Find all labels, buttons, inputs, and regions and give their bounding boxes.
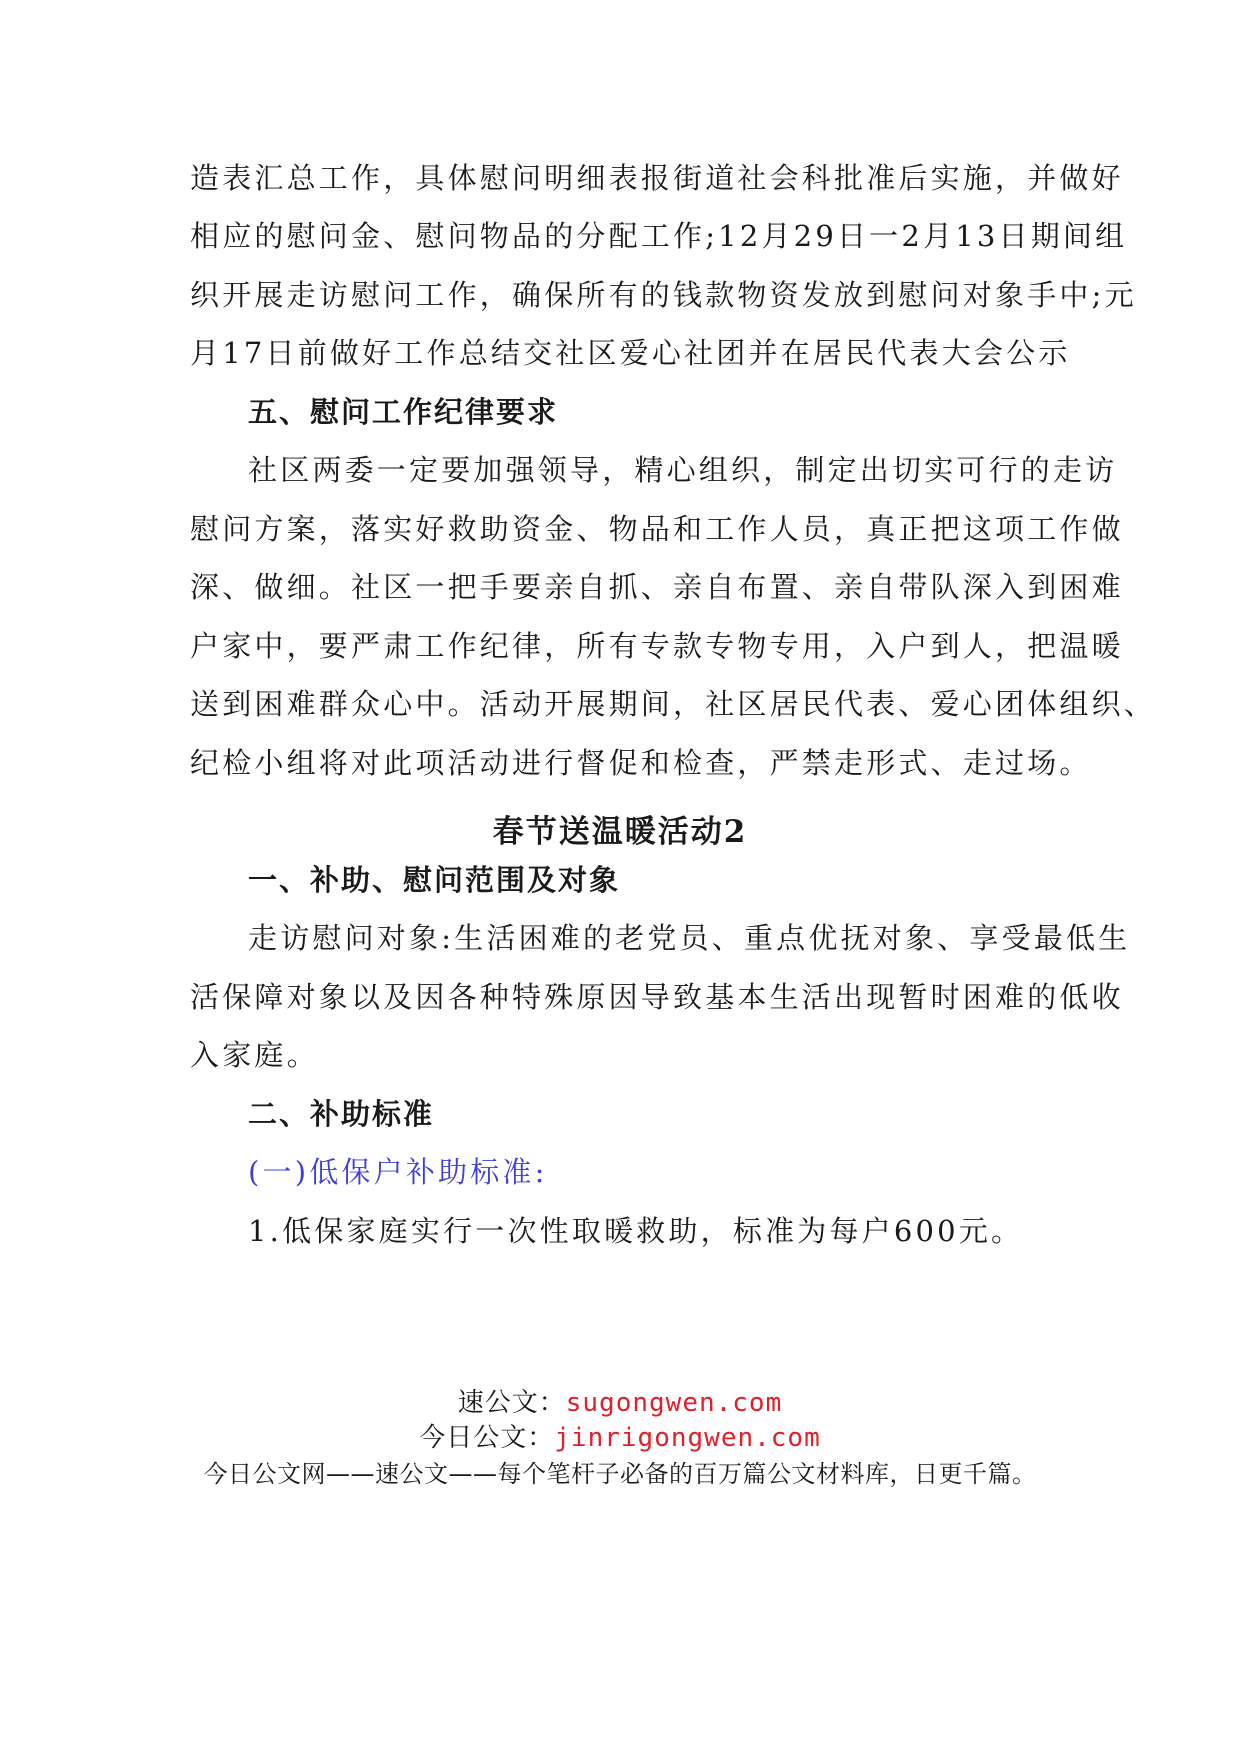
sugongwen-link[interactable]: sugongwen.com <box>565 1388 783 1418</box>
paragraph-line: 活保障对象以及因各种特殊原因导致基本生活出现暂时困难的低收 <box>190 980 1124 1014</box>
footer-link-line-1 <box>0 1382 1240 1419</box>
footer-link-line-2 <box>0 1417 1240 1454</box>
paragraph-line: 慰问方案，落实好救助资金、物品和工作人员，真正把这项工作做 <box>190 512 1124 546</box>
paragraph-line: 户家中，要严肃工作纪律，所有专款专物专用，入户到人，把温暖 <box>190 629 1124 663</box>
paragraph-line: 月17日前做好工作总结交社区爱心社团并在居民代表大会公示 <box>190 336 1071 370</box>
paragraph-line: 相应的慰问金、慰问物品的分配工作;12月29日一2月13日期间组 <box>190 219 1128 253</box>
document-title: 春节送温暖活动2 <box>492 814 748 850</box>
subsection-heading: (一)低保户补助标准: <box>248 1155 548 1189</box>
paragraph-line: 社区两委一定要加强领导，精心组织，制定出切实可行的走访 <box>248 453 1118 487</box>
footer-label: 速公文： <box>457 1388 566 1418</box>
paragraph-line: 入家庭。 <box>190 1038 319 1072</box>
paragraph-line: 走访慰问对象:生活困难的老党员、重点优抚对象、享受最低生 <box>248 921 1131 955</box>
section-heading-5: 五、慰问工作纪律要求 <box>248 395 559 429</box>
section-heading-1: 一、补助、慰问范围及对象 <box>248 863 621 897</box>
list-item: 1.低保家庭实行一次性取暖救助，标准为每户600元。 <box>248 1214 1024 1248</box>
jinrigongwen-link[interactable]: jinrigongwen.com <box>554 1423 821 1453</box>
section-heading-2: 二、补助标准 <box>248 1097 435 1131</box>
paragraph-line: 纪检小组将对此项活动进行督促和检查，严禁走形式、走过场。 <box>190 746 1092 780</box>
paragraph-line: 造表汇总工作，具体慰问明细表报街道社会科批准后实施，并做好 <box>190 161 1124 195</box>
paragraph-line: 送到困难群众心中。活动开展期间，社区居民代表、爱心团体组织、 <box>190 687 1157 721</box>
footer-label: 今日公文： <box>419 1423 555 1453</box>
footer-slogan: 今日公文网——速公文——每个笔杆子必备的百万篇公文材料库，日更千篇。 <box>203 1460 1037 1488</box>
paragraph-line: 织开展走访慰问工作，确保所有的钱款物资发放到慰问对象手中;元 <box>190 278 1137 312</box>
paragraph-line: 深、做细。社区一把手要亲自抓、亲自布置、亲自带队深入到困难 <box>190 570 1124 604</box>
